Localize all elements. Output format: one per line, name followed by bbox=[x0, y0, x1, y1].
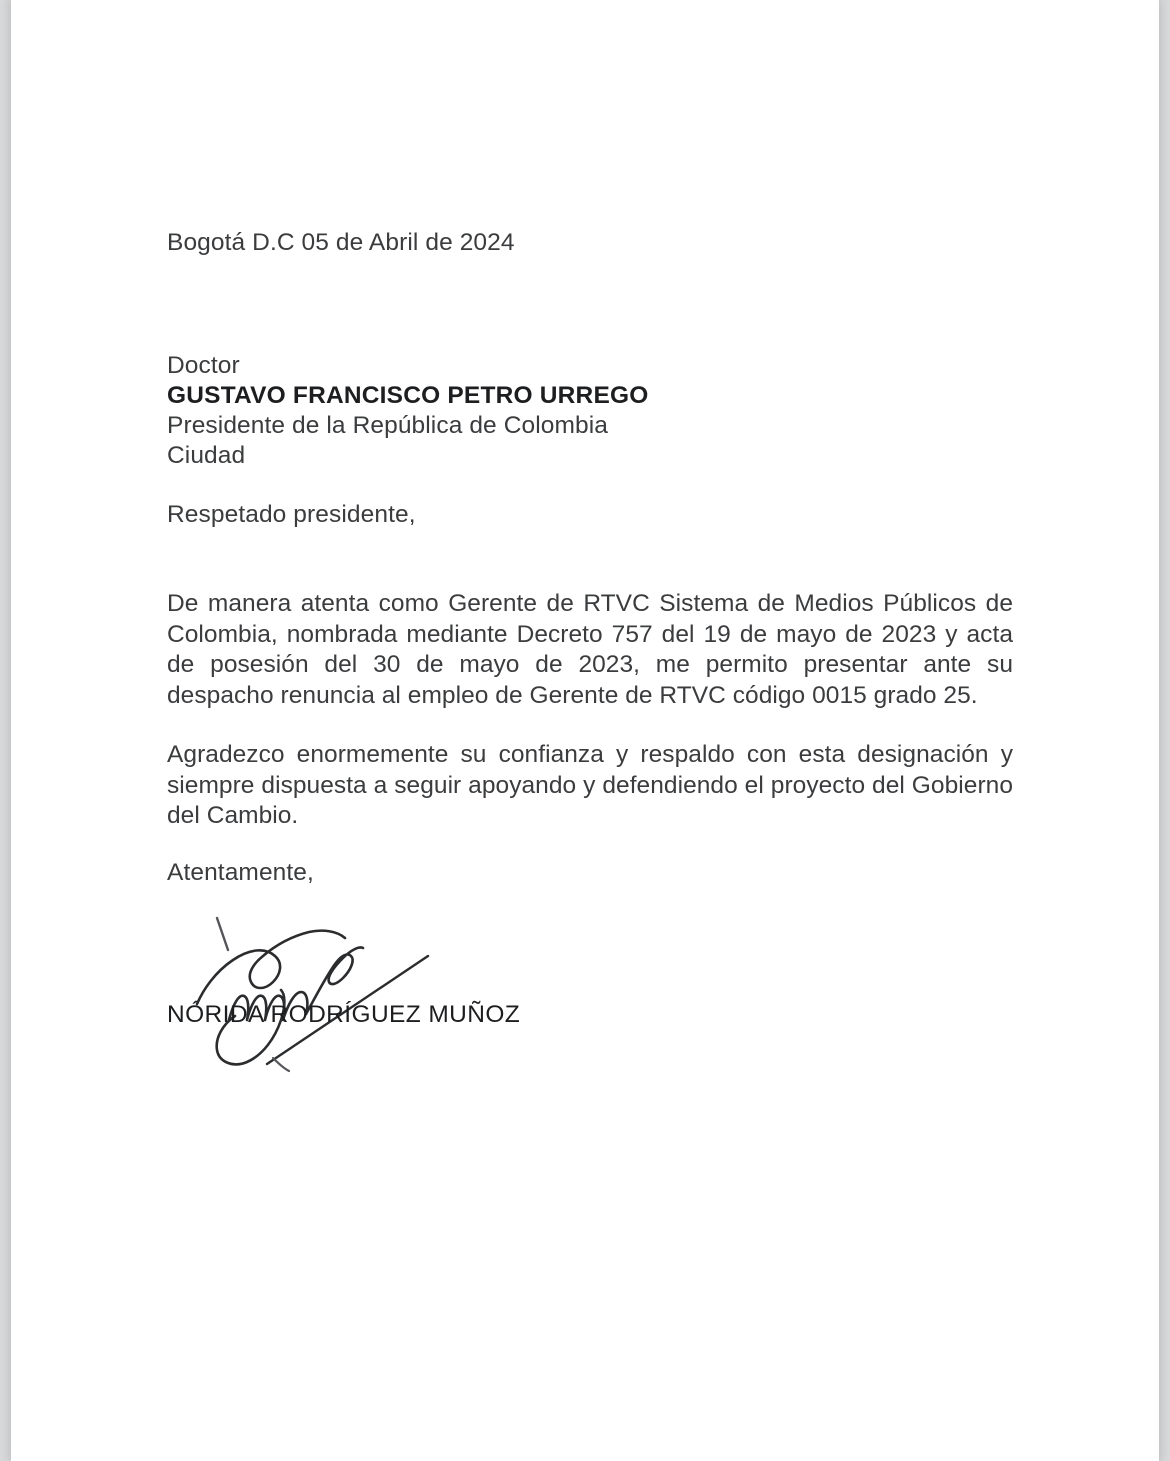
addressee-block bbox=[167, 351, 649, 471]
addressee-position: Presidente de la República de Colombia bbox=[167, 412, 608, 439]
closing-line: Atentamente, bbox=[167, 859, 314, 886]
handwritten-signature bbox=[189, 898, 459, 1073]
signer-name: NÓRIDA RODRÍGUEZ MUÑOZ bbox=[167, 1001, 521, 1028]
greeting-block bbox=[167, 500, 416, 530]
addressee-name: GUSTAVO FRANCISCO PETRO URREGO bbox=[167, 382, 649, 409]
date-line: Bogotá D.C 05 de Abril de 2024 bbox=[167, 229, 515, 256]
addressee-city: Ciudad bbox=[167, 442, 246, 469]
greeting-line: Respetado presidente, bbox=[167, 501, 416, 528]
page-content bbox=[11, 0, 1159, 1461]
body-paragraph-2: Agradezco enormemente su confianza y respaldo con esta designación y siempre dispuesta a seguir apoyando y defendiendo el proyecto del Gobierno del Cambio. bbox=[167, 741, 1013, 829]
addressee-salutation-title: Doctor bbox=[167, 352, 240, 379]
body-paragraph-1: De manera atenta como Gerente de RTVC Sistema de Medios Públicos de Colombia, nombrada mediante Decreto 757 del 19 de mayo de 2023 y acta de posesión del 30 de mayo de 2023, me permito presentar ante su despacho renuncia al empleo de Gerente de RTVC código 0015 grado 25. bbox=[167, 590, 1013, 709]
document-page bbox=[11, 0, 1159, 1461]
